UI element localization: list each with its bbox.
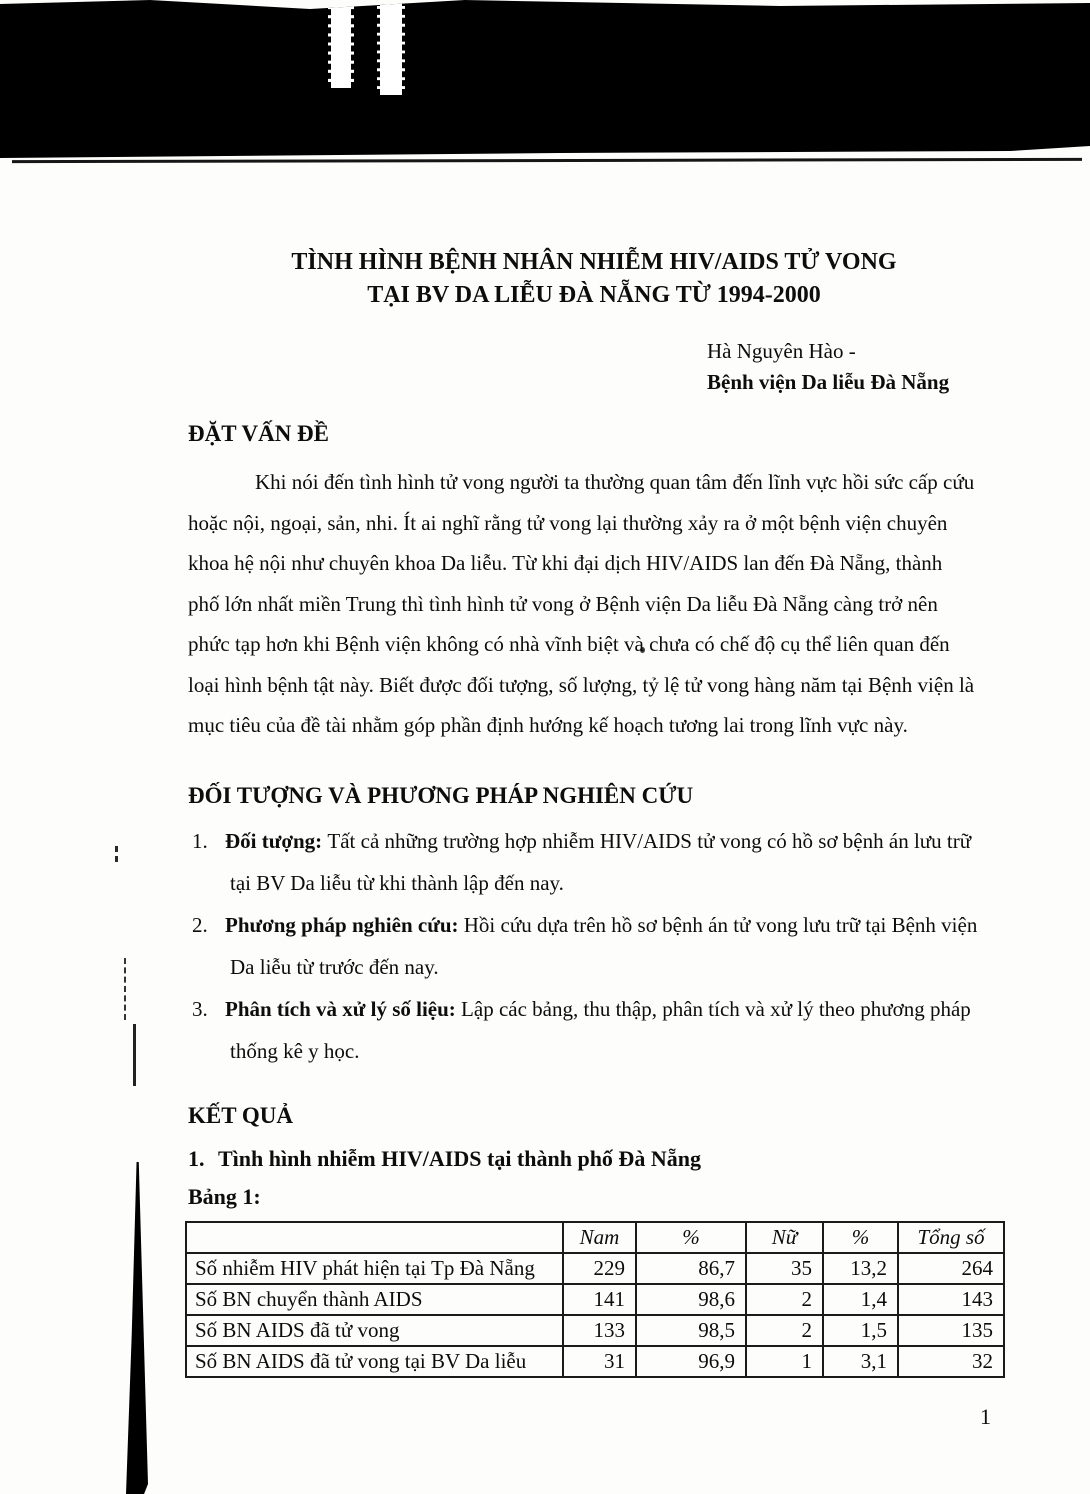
scan-artifact-margin-mark: [133, 1024, 136, 1086]
method-item-continuation: Da liễu từ trước đến nay.: [230, 955, 439, 979]
methods-heading: ĐỐI TƯỢNG VÀ PHƯƠNG PHÁP NGHIÊN CỨU: [188, 783, 694, 808]
intro-paragraph: [188, 462, 998, 746]
results-subheading-number: 1.: [188, 1146, 205, 1171]
methods-list: [188, 820, 998, 1072]
table-header-row: [186, 1222, 1004, 1253]
paper-title: [188, 246, 1000, 312]
method-item-number: 2.: [192, 913, 208, 937]
table-cell-value: 2: [746, 1315, 823, 1346]
table-column-header: %: [823, 1222, 898, 1253]
table-cell-value: 3,1: [823, 1346, 898, 1377]
table-cell-value: 1,4: [823, 1284, 898, 1315]
table-cell-value: 135: [898, 1315, 1004, 1346]
table-caption: Bảng 1:: [188, 1184, 261, 1209]
method-item-first-line: [188, 988, 998, 1030]
table-cell-value: 98,6: [636, 1284, 746, 1315]
table-cell-value: 35: [746, 1253, 823, 1284]
intro-line: loại hình bệnh tật này. Biết được đối tượng, số lượng, tỷ lệ tử vong hàng năm tại Bệnh viện là: [188, 672, 975, 697]
method-item-number: 3.: [192, 997, 208, 1021]
method-item-number: 1.: [192, 829, 208, 853]
table-cell-value: 1,5: [823, 1315, 898, 1346]
table-cell-value: 2: [746, 1284, 823, 1315]
table-body: [186, 1253, 1004, 1377]
intro-line: mục tiêu của đề tài nhằm góp phần định hướng kế hoạch tương lai trong lĩnh vực này.: [188, 713, 908, 737]
scan-artifact-margin-mark: [124, 958, 126, 1020]
table-cell-value: 13,2: [823, 1253, 898, 1284]
table-cell-value: 86,7: [636, 1253, 746, 1284]
method-item-continuation: tại BV Da liễu từ khi thành lập đến nay.: [230, 871, 564, 895]
paper-title-line1: TÌNH HÌNH BỆNH NHÂN NHIỄM HIV/AIDS TỬ VONG: [291, 249, 897, 275]
author-affiliation: Bệnh viện Da liễu Đà Nẵng: [707, 370, 950, 394]
intro-line: phức tạp hơn khi Bệnh viện không có nhà vĩnh biệt và chưa có chế độ cụ thể liên quan đến: [188, 632, 950, 656]
scan-artifact-top-band: [0, 0, 1090, 158]
table-cell-value: 1: [746, 1346, 823, 1377]
results-subheading-text: Tình hình nhiễm HIV/AIDS tại thành phố Đà Nẵng: [218, 1146, 701, 1171]
table-cell-value: 141: [563, 1284, 636, 1315]
method-item-text: Hồi cứu dựa trên hồ sơ bệnh án tử vong lưu trữ tại Bệnh viện: [463, 913, 978, 937]
scan-artifact-white-stripe: [377, 0, 405, 95]
table-row: [186, 1346, 1004, 1377]
intro-line: hoặc nội, ngoại, sản, nhi. Ít ai nghĩ rằng tử vong lại thường xảy ra ở một bệnh viện chuyên: [188, 510, 948, 535]
table-column-header: Nam: [563, 1222, 636, 1253]
intro-line: Khi nói đến tình hình tử vong người ta thường quan tâm đến lĩnh vực hồi sức cấp cứu: [255, 470, 975, 494]
intro-heading: ĐẶT VẤN ĐỀ: [188, 421, 330, 446]
results-heading: KẾT QUẢ: [188, 1103, 294, 1128]
table-row-label: Số BN chuyển thành AIDS: [186, 1284, 563, 1315]
table-row-label: Số BN AIDS đã tử vong: [186, 1315, 563, 1346]
method-item-first-line: [188, 820, 998, 862]
table-column-header: Tổng số: [898, 1222, 1004, 1253]
method-item-lead: Đối tượng:: [225, 829, 328, 853]
scan-artifact-white-stripe: [328, 0, 354, 88]
method-item-first-line: [188, 904, 998, 946]
table-column-header: [186, 1222, 563, 1253]
table-row-label: Số BN AIDS đã tử vong tại BV Da liễu: [186, 1346, 563, 1377]
page-number: 1: [980, 1404, 991, 1429]
table-column-header: Nữ: [746, 1222, 823, 1253]
table-cell-value: 32: [898, 1346, 1004, 1377]
table-cell-value: 143: [898, 1284, 1004, 1315]
table-row: [186, 1315, 1004, 1346]
table-cell-value: 133: [563, 1315, 636, 1346]
table-cell-value: 264: [898, 1253, 1004, 1284]
author-block: [707, 336, 949, 398]
table-cell-value: 98,5: [636, 1315, 746, 1346]
paper-title-line2: TẠI BV DA LIỄU ĐÀ NẴNG TỪ 1994-2000: [367, 282, 821, 308]
author-name: Hà Nguyên Hào -: [707, 339, 856, 363]
table-cell-value: 31: [563, 1346, 636, 1377]
table-column-header: %: [636, 1222, 746, 1253]
intro-line: phố lớn nhất miền Trung thì tình hình tử vong ở Bệnh viện Da liễu Đà Nẵng càng trở nên: [188, 591, 938, 616]
scan-artifact-margin-mark: [115, 846, 118, 862]
method-item-text: Lập các bảng, thu thập, phân tích và xử lý theo phương pháp: [461, 997, 971, 1021]
method-item-lead: Phân tích và xử lý số liệu:: [225, 997, 462, 1021]
table-row-label: Số nhiễm HIV phát hiện tại Tp Đà Nẵng: [186, 1253, 563, 1284]
results-subheading: [188, 1146, 701, 1172]
table-cell-value: 96,9: [636, 1346, 746, 1377]
method-item-text: Tất cả những trường hợp nhiễm HIV/AIDS tử vong có hồ sơ bệnh án lưu trữ: [327, 829, 972, 853]
table-row: [186, 1284, 1004, 1315]
results-table: [185, 1221, 1005, 1378]
scan-artifact-left-wedge: [126, 1162, 148, 1494]
method-item-continuation: thống kê y học.: [230, 1039, 360, 1063]
scan-artifact-band-underline: [12, 158, 1082, 163]
method-item-lead: Phương pháp nghiên cứu:: [225, 913, 464, 937]
intro-line: khoa hệ nội như chuyên khoa Da liễu. Từ khi đại dịch HIV/AIDS lan đến Đà Nẵng, thành: [188, 551, 943, 575]
table-row: [186, 1253, 1004, 1284]
table-cell-value: 229: [563, 1253, 636, 1284]
